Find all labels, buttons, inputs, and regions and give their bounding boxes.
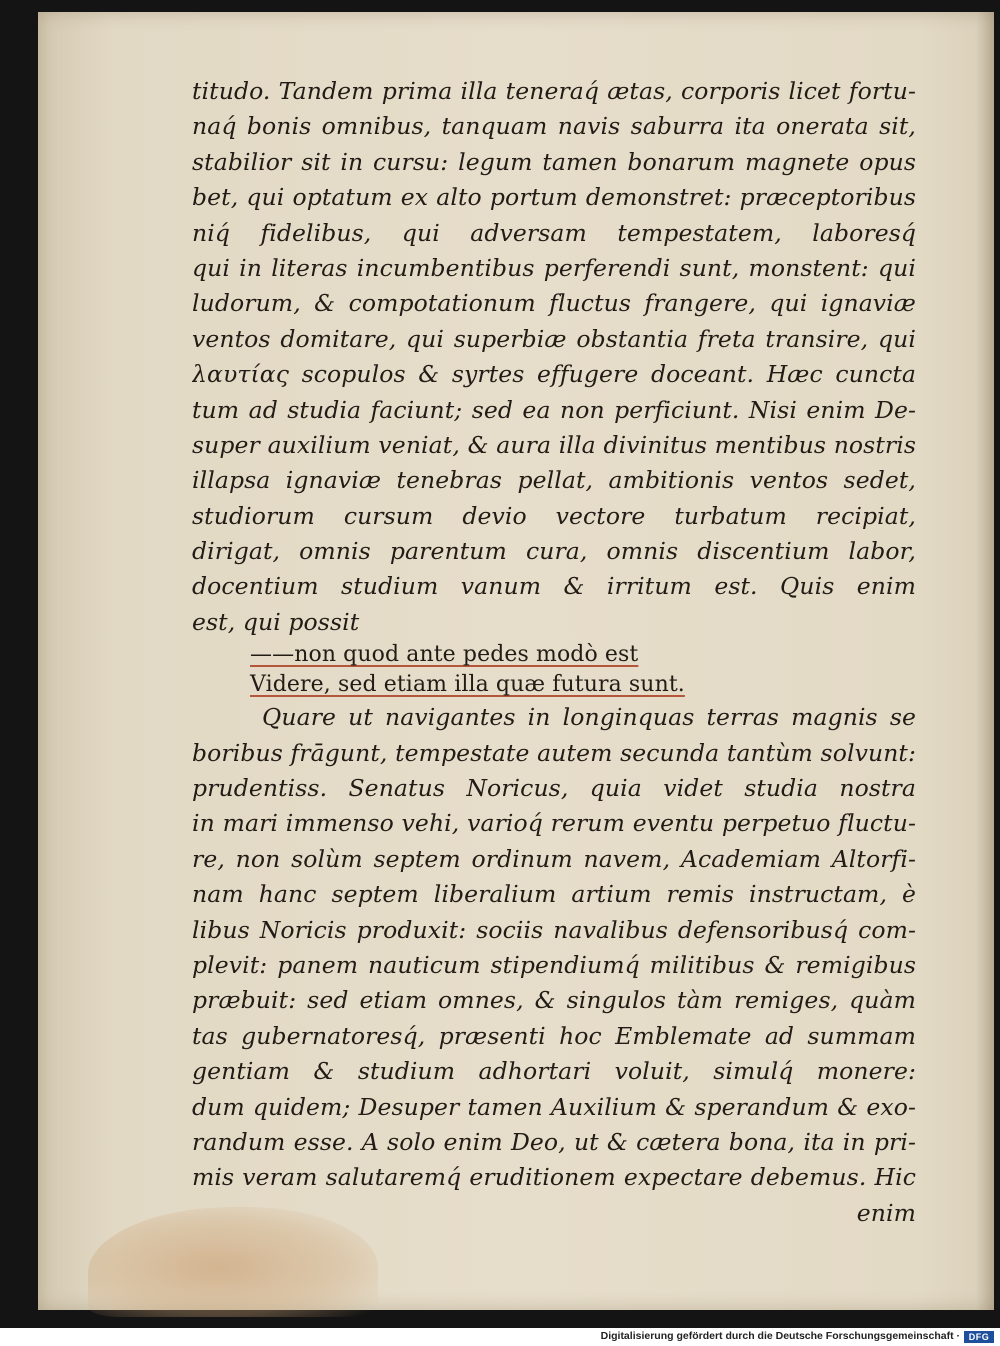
- verse-text: ——non quod ante pedes modò est: [250, 642, 639, 668]
- text-line: dum quidem; Desuper tamen Auxilium & sperandum & exo-: [192, 1092, 916, 1121]
- text-line: naq́ bonis omnibus, tanquam navis saburra ita onerata sit,: [192, 112, 916, 141]
- text-line: qui in literas incumbentibus perferendi sunt, monstent: qui: [192, 253, 916, 282]
- text-line: super auxilium veniat, & aura illa divinitus mentibus nostris: [192, 430, 916, 459]
- text-line: tum ad studia faciunt; sed ea non perficiunt. Nisi enim De-: [192, 395, 916, 424]
- footer-bar: [0, 1328, 1000, 1346]
- text-line: randum esse. A solo enim Deo, ut & cætera bona, ita in pri-: [192, 1127, 916, 1156]
- text-line: re, non solùm septem ordinum navem, Academiam Altorfi-: [192, 844, 916, 873]
- text-line: plevit: panem nauticum stipendiumq́ militibus & remigibus: [192, 950, 916, 979]
- text-line: docentium studium vanum & irritum est. Quis enim: [192, 572, 916, 601]
- text-line: boribus frāgunt, tempestate autem secunda tantùm solvunt:: [192, 738, 916, 767]
- text-line: tas gubernatoresq́, præsenti hoc Emblemate ad summam: [192, 1021, 916, 1050]
- text-line: niq́ fidelibus, qui adversam tempestatem, laboresq́: [192, 218, 916, 247]
- verse-text: Videre, sed etiam illa quæ futura sunt.: [250, 672, 685, 698]
- dfg-logo-icon: DFG: [964, 1331, 994, 1343]
- page-edge-shadow: [976, 12, 994, 1310]
- text-line: illapsa ignaviæ tenebras pellat, ambitionis ventos sedet,: [192, 466, 916, 495]
- text-line: ventos domitare, qui superbiæ obstantia freta transire, qui: [192, 324, 916, 353]
- text-line: ludorum, & compotationum fluctus frangere, qui ignaviæ: [192, 289, 916, 318]
- text-line: λαυτίας scopulos & syrtes effugere doceant. Hæc cuncta: [192, 360, 916, 389]
- text-line: mis veram salutaremq́ eruditionem expectare debemus. Hic: [192, 1163, 916, 1192]
- text-line: gentiam & studium adhortari voluit, simulq́ monere:: [192, 1057, 916, 1086]
- text-line: prudentiss. Senatus Noricus, quia videt studia nostra: [192, 774, 916, 803]
- funding-credit: Digitalisierung gefördert durch die Deutsche Forschungsgemeinschaft ·: [600, 1330, 960, 1342]
- text-line: Quare ut navigantes in longinquas terras magnis se: [262, 703, 916, 732]
- verse-line: [192, 640, 916, 670]
- text-line: præbuit: sed etiam omnes, & singulos tàm remiges, quàm: [192, 986, 916, 1015]
- text-line: titudo. Tandem prima illa teneraq́ ætas, corporis licet fortu-: [192, 77, 916, 105]
- page-text: [192, 74, 916, 1231]
- text-line: est, qui possit: [192, 607, 360, 636]
- text-line: libus Noricis produxit: sociis navalibus defensoribusq́ com-: [192, 915, 916, 944]
- text-line: in mari immenso vehi, varioq́ rerum eventu perpetuo fluctu-: [192, 809, 916, 838]
- catchword: enim: [856, 1198, 916, 1227]
- text-line: nam hanc septem liberalium artium remis instructam, è: [192, 880, 916, 909]
- text-line: stabilior sit in cursu: legum tamen bonarum magnete opus: [192, 147, 916, 176]
- text-line: bet, qui optatum ex alto portum demonstret: præceptoribus: [192, 183, 916, 212]
- text-line: dirigat, omnis parentum cura, omnis discentium labor,: [192, 537, 916, 566]
- text-line: studiorum cursum devio vectore turbatum recipiat,: [192, 501, 916, 530]
- verse-line: [192, 670, 916, 700]
